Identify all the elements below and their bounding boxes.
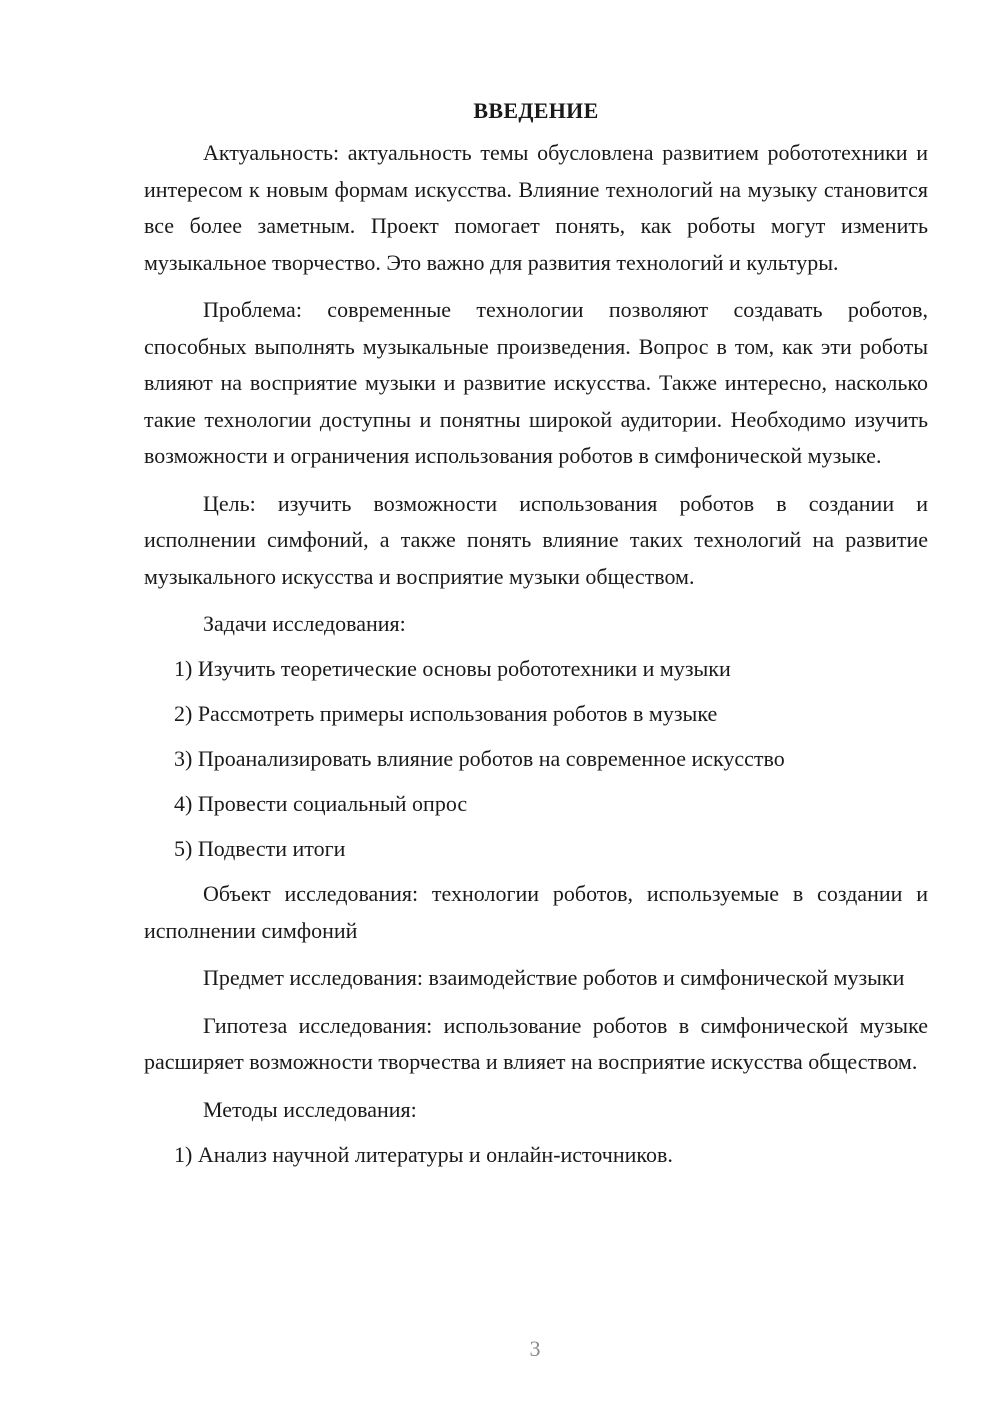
methods-label: Методы исследования: [203,1096,417,1122]
page-body [144,96,928,1182]
list-item: 3) Проанализировать влияние роботов на современное искусство [174,746,785,771]
subject-paragraph: Предмет исследования: взаимодействие роботов и симфонической музыки [203,965,905,990]
list-item: 1) Изучить теоретические основы робототехники и музыки [174,656,731,681]
object-paragraph: Объект исследования: технологии роботов, используемые в создании и исполнении симфоний [144,881,928,943]
methods-list [144,1137,928,1173]
problem-paragraph: Проблема: современные технологии позволяют создавать роботов, способных выполнять музыкальные произведения. Вопрос в том, как эти роботы влияют на восприятие музыки и развитие искусства. Также интересно, насколько такие технологии доступны и понятны широкой аудитории. Необходимо изучить возможности и ограничения использования роботов в симфонической музыке. [144,297,928,468]
list-item: 2) Рассмотреть примеры использования роботов в музыке [174,701,718,726]
goal-paragraph: Цель: изучить возможности использования роботов в создании и исполнении симфоний, а также понять влияние таких технологий на развитие музыкального искусства и восприятие музыки обществом. [144,490,928,589]
tasks-label: Задачи исследования: [203,611,406,636]
tasks-list [144,651,928,867]
list-item: 4) Провести социальный опрос [174,791,468,816]
list-item: 5) Подвести итоги [174,836,346,861]
page-number: 3 [529,1336,541,1361]
list-item: 1) Анализ научной литературы и онлайн-источников. [174,1141,673,1167]
relevance-paragraph: Актуальность: актуальность темы обусловлена развитием робототехники и интересом к новым формам искусства. Влияние технологий на музыку становится все более заметным. Проект помогает понять, как роботы могут изменить музыкальное творчество. Это важно для развития технологий и культуры. [144,140,928,275]
hypothesis-paragraph: Гипотеза исследования: использование роботов в симфонической музыке расширяет возможности творчества и влияет на восприятие искусства обществом. [144,1012,928,1074]
page-title: ВВЕДЕНИЕ [473,98,599,123]
